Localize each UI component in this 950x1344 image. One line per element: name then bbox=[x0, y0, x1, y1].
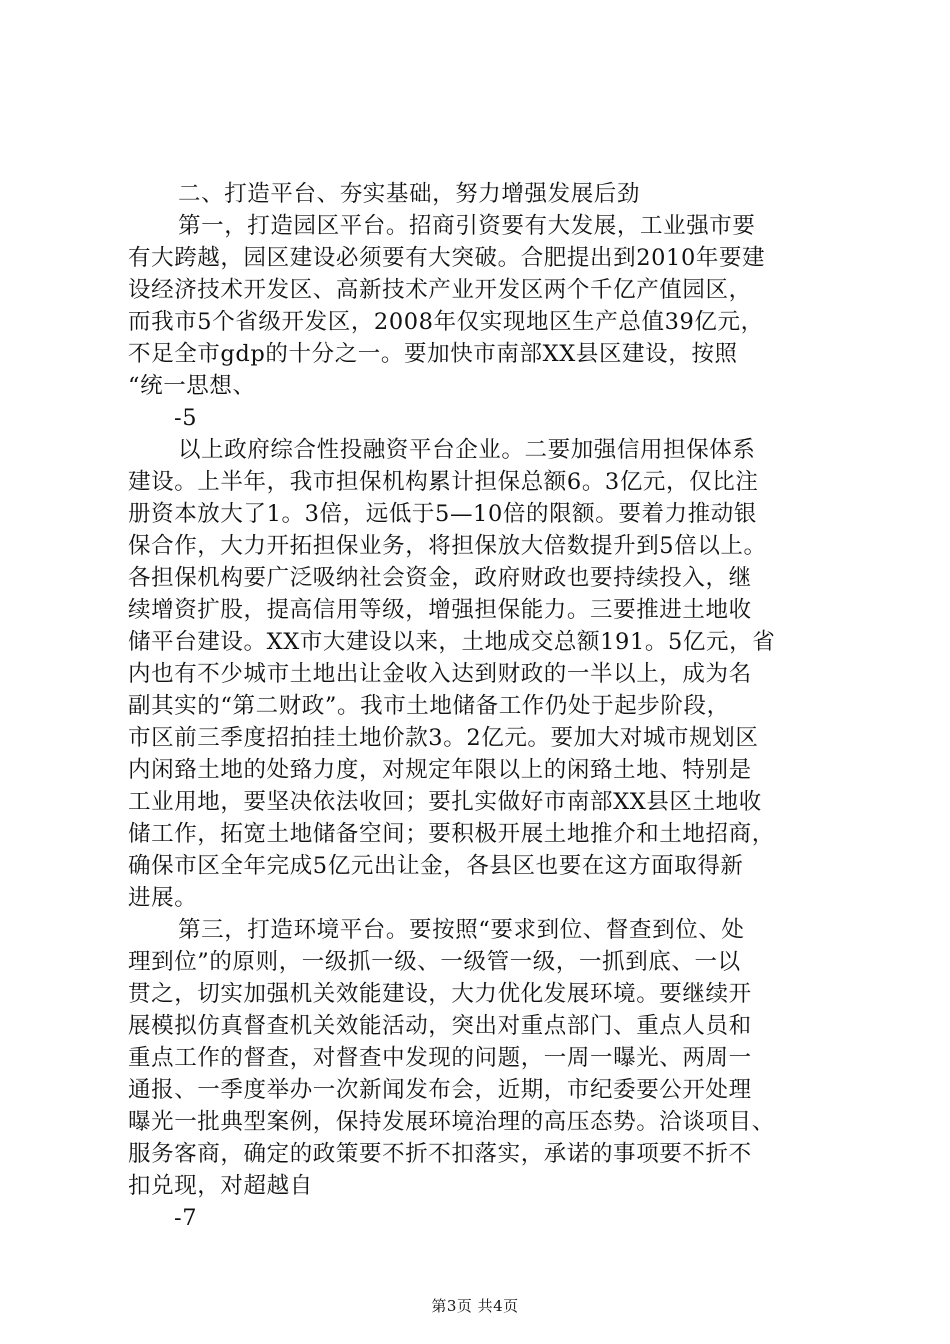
text-line: 服务客商，确定的政策要不折不扣落实，承诺的事项要不折不 bbox=[128, 1141, 752, 1167]
text-line: 设经济技术开发区、高新技术产业开发区两个千亿产值园区， bbox=[128, 277, 752, 303]
text-line: 第一，打造园区平台。招商引资要有大发展，工业强市要 bbox=[178, 213, 756, 239]
text-line: 曝光一批典型案例，保持发展环境治理的高压态势。洽谈项目、 bbox=[128, 1109, 775, 1135]
section-heading: 二、打造平台、夯实基础，努力增强发展后劲 bbox=[178, 181, 641, 207]
text-line: 通报、一季度举办一次新闻发布会，近期，市纪委要公开处理 bbox=[128, 1077, 752, 1103]
text-line: 内也有不少城市土地出让金收入达到财政的一半以上，成为名 bbox=[128, 661, 752, 687]
text-line: 市区前三季度招拍挂土地价款3。2亿元。要加大对城市规划区 bbox=[128, 725, 759, 751]
text-line: 续增资扩股，提高信用等级，增强担保能力。三要推进土地收 bbox=[128, 597, 752, 623]
text-line: 保合作，大力开拓担保业务，将担保放大倍数提升到5倍以上。 bbox=[128, 533, 767, 559]
text-line: 建设。上半年，我市担保机构累计担保总额6。3亿元，仅比注 bbox=[128, 469, 759, 495]
text-line: 以上政府综合性投融资平台企业。二要加强信用担保体系 bbox=[178, 437, 756, 463]
text-line: 册资本放大了1。3倍，远低于5—10倍的限额。要着力推动银 bbox=[128, 501, 757, 527]
text-line: 而我市5个省级开发区，2008年仅实现地区生产总值39亿元， bbox=[128, 309, 764, 335]
text-line: 副其实的“第二财政”。我市土地储备工作仍处于起步阶段， bbox=[128, 693, 730, 719]
text-line: 重点工作的督查，对督查中发现的问题，一周一曝光、两周一 bbox=[128, 1045, 752, 1071]
text-line: 理到位”的原则，一级抓一级、一级管一级，一抓到底、一以 bbox=[128, 949, 741, 975]
text-line: 不足全市gdp的十分之一。要加快市南部XX县区建设，按照 bbox=[128, 341, 738, 367]
page-marker: -5 bbox=[174, 405, 198, 431]
text-line: 贯之，切实加强机关效能建设，大力优化发展环境。要继续开 bbox=[128, 981, 752, 1007]
text-line: 工业用地，要坚决依法收回；要扎实做好市南部XX县区土地收 bbox=[128, 789, 762, 815]
text-line: 确保市区全年完成5亿元出让金，各县区也要在这方面取得新 bbox=[128, 853, 744, 879]
page-marker: -7 bbox=[174, 1205, 198, 1231]
text-line: 内闲臵土地的处臵力度，对规定年限以上的闲臵土地、特别是 bbox=[128, 757, 752, 783]
text-line: “统一思想、 bbox=[128, 373, 256, 399]
text-line: 展模拟仿真督查机关效能活动，突出对重点部门、重点人员和 bbox=[128, 1013, 752, 1039]
text-line: 扣兑现，对超越自 bbox=[128, 1173, 313, 1199]
text-line: 储工作，拓宽土地储备空间；要积极开展土地推介和土地招商， bbox=[128, 821, 775, 847]
text-line: 储平台建设。XX市大建设以来，土地成交总额191。5亿元，省 bbox=[128, 629, 776, 655]
page-footer: 第3页 共4页 bbox=[431, 1297, 519, 1315]
text-line: 有大跨越，园区建设必须要有大突破。合肥提出到2010年要建 bbox=[128, 245, 766, 271]
text-line: 第三，打造环境平台。要按照“要求到位、督查到位、处 bbox=[178, 917, 745, 943]
text-line: 各担保机构要广泛吸纳社会资金，政府财政也要持续投入，继 bbox=[128, 565, 752, 591]
document-body bbox=[128, 178, 838, 1234]
text-line: 进展。 bbox=[128, 885, 198, 911]
